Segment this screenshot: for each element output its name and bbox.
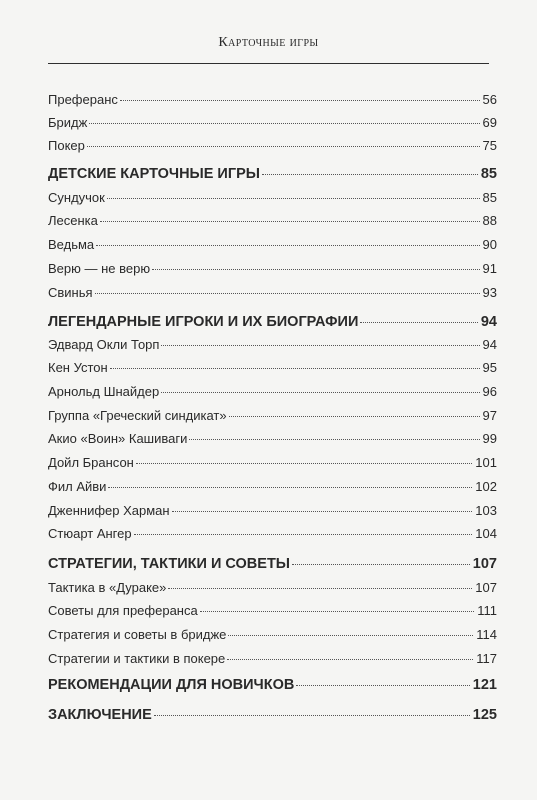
toc-section <box>48 166 497 182</box>
toc-entry-title: Акио «Воин» Кашиваги <box>48 431 188 446</box>
toc-entry-title: Бридж <box>48 115 88 130</box>
toc-page-number: 125 <box>472 707 497 723</box>
toc-entry <box>48 580 497 595</box>
toc-entry-title: Советы для преферанса <box>48 603 198 618</box>
toc-entry <box>48 526 497 541</box>
toc-entry-title: Преферанс <box>48 92 118 107</box>
toc-page-number: 94 <box>480 314 497 330</box>
toc-page-number: 101 <box>475 455 497 470</box>
toc-entry <box>48 455 497 470</box>
toc-entry <box>48 190 497 205</box>
toc-entry <box>48 651 497 666</box>
toc-entry <box>48 627 497 642</box>
toc-entry-title: Покер <box>48 138 85 153</box>
toc-page-number: 121 <box>472 677 497 693</box>
dot-leader <box>87 146 480 147</box>
dot-leader <box>100 221 480 222</box>
toc-page-number: 96 <box>482 384 497 399</box>
toc-entry-title: ЗАКЛЮЧЕНИЕ <box>48 707 152 723</box>
dot-leader <box>229 416 480 417</box>
toc-page-number: 85 <box>482 190 497 205</box>
dot-leader <box>96 245 479 246</box>
toc-entry <box>48 237 497 252</box>
toc-page-number: 95 <box>482 360 497 375</box>
toc-page-number: 102 <box>475 479 497 494</box>
dot-leader <box>360 322 477 323</box>
toc-entry-title: Свинья <box>48 285 93 300</box>
dot-leader <box>262 174 478 175</box>
toc-entry-title: Стратегия и советы в бридже <box>48 627 227 642</box>
toc-entry-title: Ведьма <box>48 237 95 252</box>
toc-entry-title: Арнольд Шнайдер <box>48 384 160 399</box>
toc-entry <box>48 92 497 107</box>
dot-leader <box>228 635 473 636</box>
toc-page-number: 56 <box>482 92 497 107</box>
toc-entry-title: Тактика в «Дураке» <box>48 580 167 595</box>
toc-page-number: 114 <box>476 627 497 642</box>
toc-page-number: 99 <box>482 431 497 446</box>
toc-entry <box>48 138 497 153</box>
toc-entry-title: СТРАТЕГИИ, ТАКТИКИ И СОВЕТЫ <box>48 556 291 572</box>
toc-entry-title: ЛЕГЕНДАРНЫЕ ИГРОКИ И ИХ БИОГРАФИИ <box>48 314 359 330</box>
dot-leader <box>136 463 472 464</box>
toc-entry-title: ДЕТСКИЕ КАРТОЧНЫЕ ИГРЫ <box>48 166 260 182</box>
toc-page-number: 69 <box>482 115 497 130</box>
toc-entry-title: Верю — не верю <box>48 261 151 276</box>
toc-entry-title: Эдвард Окли Торп <box>48 337 160 352</box>
toc-entry <box>48 213 497 228</box>
dot-leader <box>200 611 475 612</box>
toc-entry <box>48 285 497 300</box>
toc-page-number: 91 <box>482 261 497 276</box>
dot-leader <box>89 123 479 124</box>
dot-leader <box>107 198 480 199</box>
toc-section <box>48 314 497 330</box>
toc-entry-title: Лесенка <box>48 213 98 228</box>
dot-leader <box>134 534 473 535</box>
toc-section <box>48 677 497 693</box>
toc-entry <box>48 360 497 375</box>
toc-entry-title: РЕКОМЕНДАЦИИ ДЛЯ НОВИЧКОВ <box>48 677 295 693</box>
toc-entry-title: Стюарт Ангер <box>48 526 132 541</box>
toc-page-number: 93 <box>482 285 497 300</box>
dot-leader <box>296 685 469 686</box>
dot-leader <box>172 511 473 512</box>
dot-leader <box>120 100 480 101</box>
toc-entry-title: Дженнифер Харман <box>48 503 170 518</box>
toc-page-number: 90 <box>482 237 497 252</box>
toc-entry <box>48 261 497 276</box>
toc-entry-title: Кен Устон <box>48 360 108 375</box>
toc-page-number: 75 <box>482 138 497 153</box>
toc-entry <box>48 384 497 399</box>
toc-entry <box>48 337 497 352</box>
header-rule <box>48 63 489 64</box>
dot-leader <box>161 345 479 346</box>
toc-section <box>48 556 497 572</box>
toc-page-number: 117 <box>476 651 497 666</box>
dot-leader <box>227 659 473 660</box>
toc-entry <box>48 115 497 130</box>
toc-entry <box>48 603 497 618</box>
toc-entry-title: Дойл Брансон <box>48 455 134 470</box>
toc-entry <box>48 479 497 494</box>
toc-page-number: 97 <box>482 408 497 423</box>
toc-page-number: 111 <box>477 603 497 618</box>
toc-entry <box>48 503 497 518</box>
dot-leader <box>152 269 479 270</box>
dot-leader <box>108 487 472 488</box>
running-head: Карточные игры <box>218 35 319 50</box>
toc-entry <box>48 431 497 446</box>
toc-page-number: 88 <box>482 213 497 228</box>
dot-leader <box>292 564 470 565</box>
toc-page-number: 107 <box>472 556 497 572</box>
toc-section <box>48 707 497 723</box>
dot-leader <box>154 715 470 716</box>
toc-entry-title: Группа «Греческий синдикат» <box>48 408 227 423</box>
toc-page-number: 85 <box>480 166 497 182</box>
toc-entry-title: Сундучок <box>48 190 105 205</box>
toc-page-number: 94 <box>482 337 497 352</box>
toc-page-number: 107 <box>475 580 497 595</box>
dot-leader <box>110 368 480 369</box>
toc-entry-title: Фил Айви <box>48 479 107 494</box>
dot-leader <box>168 588 472 589</box>
toc-entry <box>48 408 497 423</box>
toc-page-number: 104 <box>475 526 497 541</box>
toc-entry-title: Стратегии и тактики в покере <box>48 651 226 666</box>
dot-leader <box>161 392 479 393</box>
toc-page-number: 103 <box>475 503 497 518</box>
dot-leader <box>189 439 479 440</box>
dot-leader <box>95 293 480 294</box>
